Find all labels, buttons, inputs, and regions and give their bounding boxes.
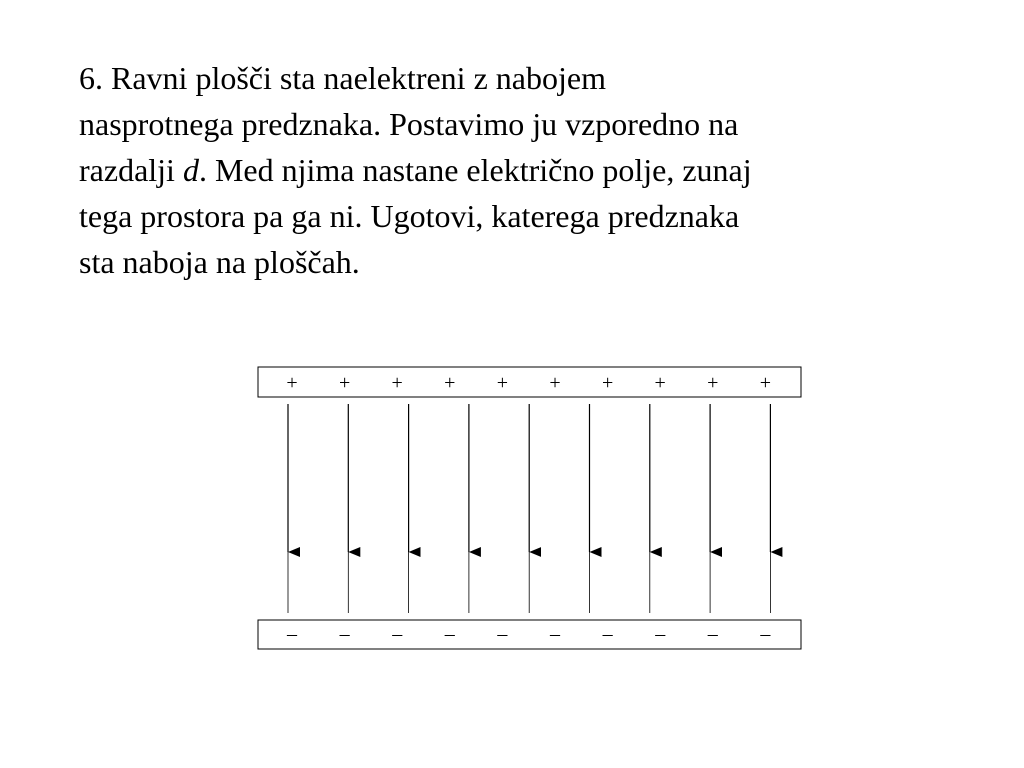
- top-charge-sign: +: [759, 372, 772, 394]
- top-charge-sign: +: [496, 372, 509, 394]
- top-charge-sign: +: [286, 372, 298, 394]
- bottom-charge-sign: –: [655, 623, 666, 645]
- bottom-charge-sign: –: [602, 623, 613, 645]
- bottom-charge-sign: –: [339, 623, 350, 645]
- bottom-charge-sign: –: [287, 623, 297, 645]
- bottom-charge-sign: –: [707, 623, 718, 645]
- top-charge-sign: +: [707, 372, 719, 394]
- problem-line-1: 6. Ravni plošči sta naelektreni z nabojem: [79, 60, 606, 96]
- top-charge-sign: +: [654, 372, 666, 394]
- bottom-charge-sign: –: [444, 623, 455, 645]
- bottom-charge-sign: –: [497, 623, 508, 645]
- electric-field-lines: [288, 404, 770, 613]
- problem-line-4: tega prostora pa ga ni. Ugotovi, katerega predznaka: [79, 198, 740, 234]
- bottom-charge-sign: –: [392, 623, 403, 645]
- problem-line-3-start: razdalji: [79, 152, 183, 188]
- bottom-charge-sign: –: [760, 623, 771, 645]
- top-charge-sign: +: [338, 372, 351, 394]
- problem-line-2: nasprotnega predznaka. Postavimo ju vzporedno na: [79, 106, 739, 142]
- bottom-charge-sign: –: [550, 623, 560, 645]
- top-charge-sign: +: [601, 372, 614, 394]
- problem-line-3-end: . Med njima nastane električno polje, zunaj: [198, 152, 752, 188]
- top-charge-sign: +: [549, 372, 561, 394]
- top-charge-sign: +: [391, 372, 403, 394]
- problem-line-5: sta naboja na ploščah.: [79, 244, 360, 280]
- top-charge-sign: +: [444, 372, 456, 394]
- distance-variable: d: [182, 152, 199, 188]
